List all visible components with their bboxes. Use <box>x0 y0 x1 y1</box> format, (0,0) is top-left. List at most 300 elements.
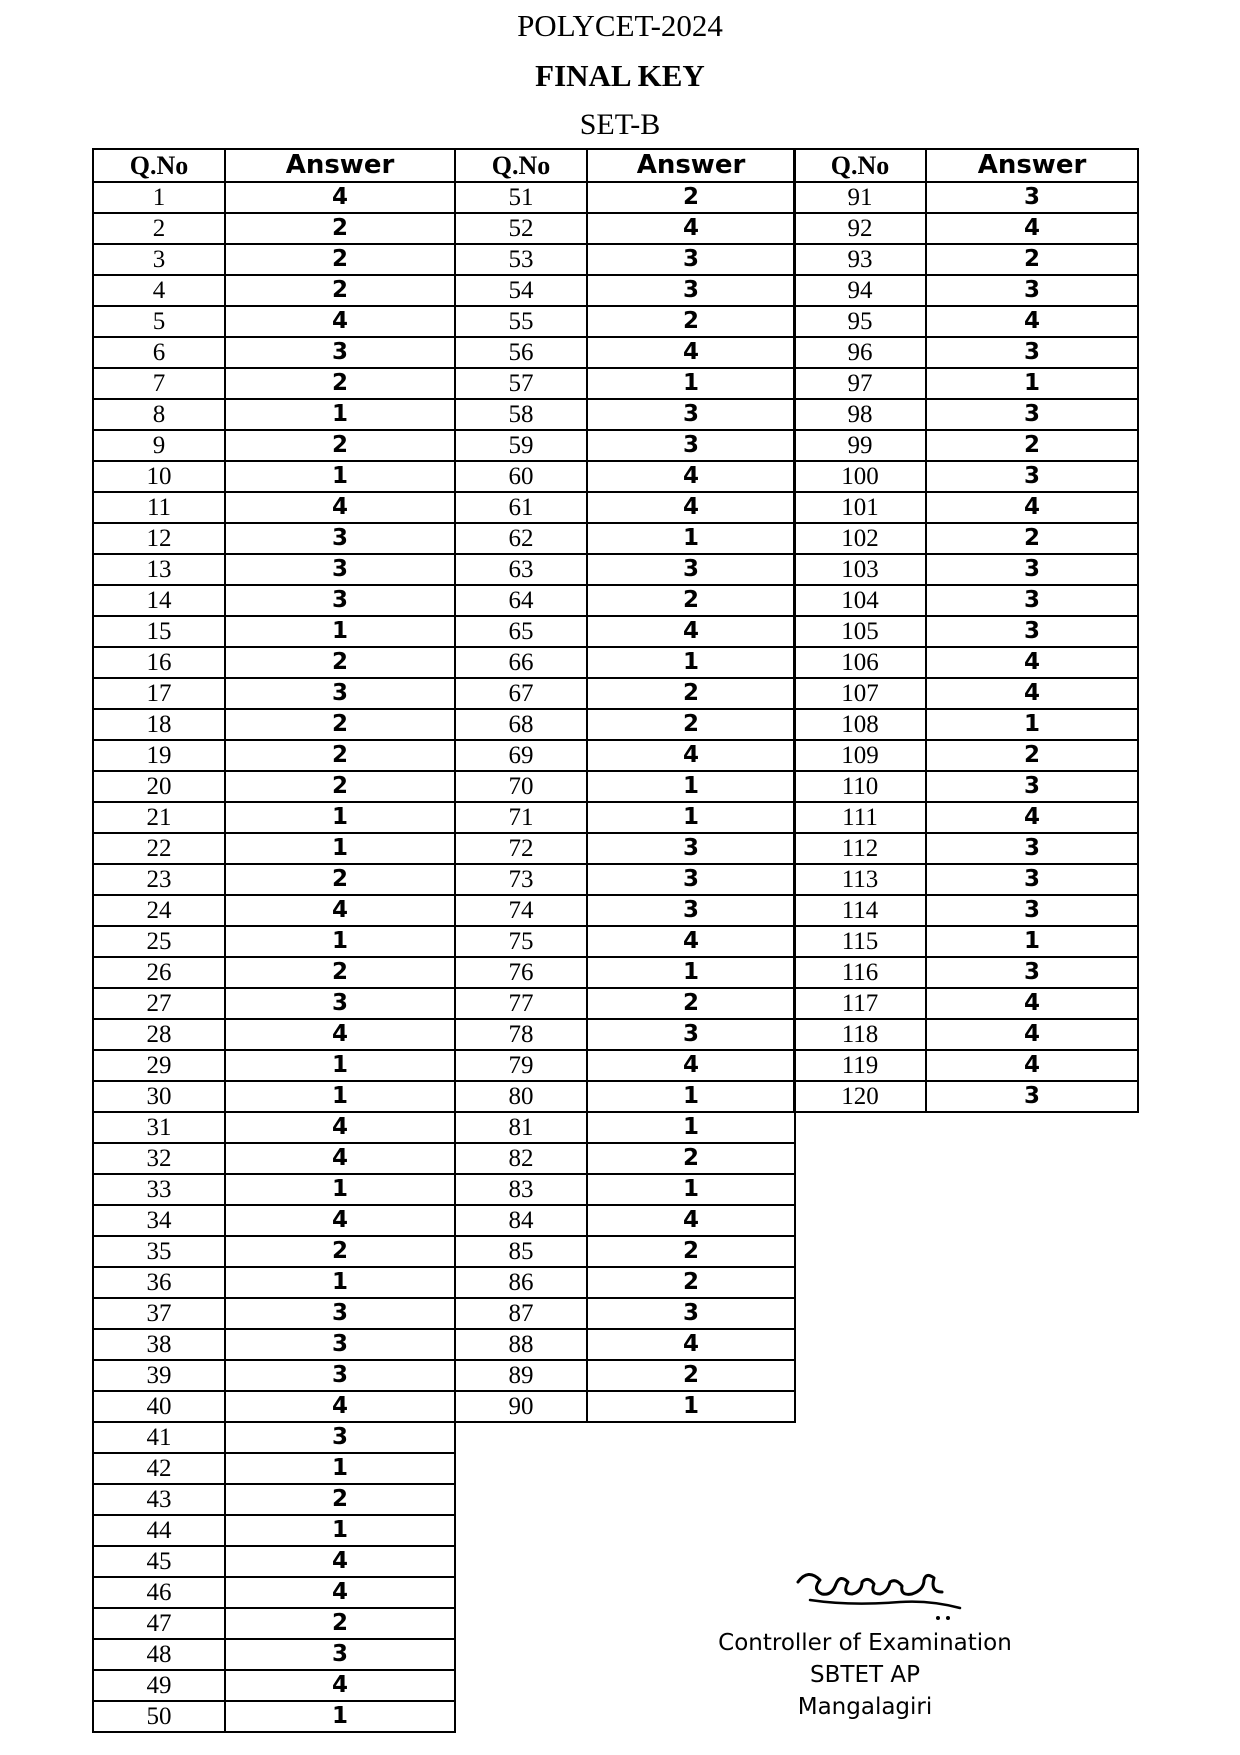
question-number: 81 <box>455 1112 587 1143</box>
answer-value: 4 <box>225 1112 455 1143</box>
table-row <box>93 1701 455 1732</box>
question-number: 18 <box>93 709 225 740</box>
table-row <box>455 678 795 709</box>
table-row <box>455 182 795 213</box>
question-number: 69 <box>455 740 587 771</box>
answer-value: 2 <box>587 1236 795 1267</box>
table-row <box>455 833 795 864</box>
answer-value: 2 <box>587 678 795 709</box>
question-number: 91 <box>794 182 926 213</box>
question-number: 29 <box>93 1050 225 1081</box>
signature-image <box>790 1560 980 1626</box>
table-row <box>794 1050 1138 1081</box>
table-row <box>455 1174 795 1205</box>
answer-value: 2 <box>225 275 455 306</box>
answer-value: 4 <box>926 492 1138 523</box>
question-number: 13 <box>93 554 225 585</box>
question-number: 105 <box>794 616 926 647</box>
question-number: 85 <box>455 1236 587 1267</box>
answer-value: 2 <box>225 430 455 461</box>
question-number: 31 <box>93 1112 225 1143</box>
answer-value: 3 <box>587 864 795 895</box>
question-number: 17 <box>93 678 225 709</box>
table-row <box>93 1298 455 1329</box>
table-row <box>455 864 795 895</box>
table-row <box>93 1360 455 1391</box>
answer-value: 1 <box>225 1081 455 1112</box>
answer-value: 3 <box>587 275 795 306</box>
answer-value: 4 <box>587 616 795 647</box>
question-number: 114 <box>794 895 926 926</box>
question-number: 112 <box>794 833 926 864</box>
table-row <box>93 461 455 492</box>
table-row <box>455 740 795 771</box>
answer-value: 2 <box>587 1360 795 1391</box>
table-row <box>93 864 455 895</box>
question-number: 84 <box>455 1205 587 1236</box>
table-row <box>455 1298 795 1329</box>
table-row <box>93 988 455 1019</box>
answer-value: 3 <box>587 399 795 430</box>
question-number: 45 <box>93 1546 225 1577</box>
table-row <box>455 1019 795 1050</box>
question-number: 8 <box>93 399 225 430</box>
signatory-location: Mangalagiri <box>797 1694 933 1720</box>
table-row <box>794 213 1138 244</box>
question-number: 49 <box>93 1670 225 1701</box>
answer-value: 4 <box>225 1546 455 1577</box>
table-row <box>455 492 795 523</box>
question-number: 119 <box>794 1050 926 1081</box>
table-row <box>455 1391 795 1422</box>
question-number: 120 <box>794 1081 926 1112</box>
question-number: 26 <box>93 957 225 988</box>
table-row <box>455 1236 795 1267</box>
table-row <box>455 771 795 802</box>
answer-value: 1 <box>587 1174 795 1205</box>
table-row <box>794 740 1138 771</box>
answer-value: 2 <box>225 709 455 740</box>
question-number: 23 <box>93 864 225 895</box>
table-row <box>455 306 795 337</box>
answer-value: 1 <box>587 957 795 988</box>
answer-value: 1 <box>587 802 795 833</box>
table-row <box>93 740 455 771</box>
table-row <box>93 1329 455 1360</box>
table-row <box>93 1453 455 1484</box>
qno-header: Q.No <box>794 149 926 182</box>
table-row <box>794 585 1138 616</box>
answer-value: 3 <box>587 1019 795 1050</box>
answer-value: 1 <box>225 1701 455 1732</box>
answer-value: 2 <box>587 988 795 1019</box>
question-number: 15 <box>93 616 225 647</box>
question-number: 3 <box>93 244 225 275</box>
answer-value: 2 <box>587 306 795 337</box>
answer-value: 3 <box>225 988 455 1019</box>
question-number: 56 <box>455 337 587 368</box>
answer-value: 4 <box>926 1019 1138 1050</box>
answer-value: 1 <box>225 926 455 957</box>
question-number: 97 <box>794 368 926 399</box>
table-row <box>794 244 1138 275</box>
table-row <box>93 337 455 368</box>
table-row <box>455 430 795 461</box>
answer-value: 4 <box>926 802 1138 833</box>
question-number: 59 <box>455 430 587 461</box>
table-row <box>93 306 455 337</box>
answer-value: 2 <box>225 1484 455 1515</box>
table-row <box>455 523 795 554</box>
answer-value: 1 <box>225 802 455 833</box>
table-row <box>93 1422 455 1453</box>
table-row <box>794 988 1138 1019</box>
table-row <box>455 368 795 399</box>
question-number: 98 <box>794 399 926 430</box>
answer-value: 2 <box>587 585 795 616</box>
answer-value: 3 <box>587 430 795 461</box>
table-row <box>455 802 795 833</box>
qno-header: Q.No <box>93 149 225 182</box>
question-number: 37 <box>93 1298 225 1329</box>
question-number: 113 <box>794 864 926 895</box>
table-row <box>794 678 1138 709</box>
answer-value: 2 <box>225 244 455 275</box>
exam-title: POLYCET-2024 <box>517 8 723 43</box>
question-number: 53 <box>455 244 587 275</box>
table-row <box>93 1515 455 1546</box>
table-row <box>455 895 795 926</box>
question-number: 5 <box>93 306 225 337</box>
question-number: 57 <box>455 368 587 399</box>
answer-value: 1 <box>926 368 1138 399</box>
answer-value: 3 <box>926 461 1138 492</box>
table-row <box>794 461 1138 492</box>
question-number: 115 <box>794 926 926 957</box>
table-row <box>93 1081 455 1112</box>
question-number: 50 <box>93 1701 225 1732</box>
question-number: 68 <box>455 709 587 740</box>
answer-value: 2 <box>926 523 1138 554</box>
answer-value: 1 <box>225 1515 455 1546</box>
answer-value: 1 <box>926 926 1138 957</box>
key-title: FINAL KEY <box>535 58 705 93</box>
question-number: 76 <box>455 957 587 988</box>
signatory-organization: SBTET AP <box>810 1662 920 1688</box>
table-row <box>794 616 1138 647</box>
answer-value: 3 <box>225 585 455 616</box>
table-row <box>455 709 795 740</box>
question-number: 33 <box>93 1174 225 1205</box>
question-number: 99 <box>794 430 926 461</box>
question-number: 55 <box>455 306 587 337</box>
answer-value: 3 <box>926 182 1138 213</box>
table-row <box>455 1081 795 1112</box>
table-row <box>93 709 455 740</box>
question-number: 96 <box>794 337 926 368</box>
answer-value: 3 <box>587 833 795 864</box>
table-row <box>93 275 455 306</box>
table-row <box>455 399 795 430</box>
answer-value: 3 <box>587 1298 795 1329</box>
question-number: 32 <box>93 1143 225 1174</box>
question-number: 80 <box>455 1081 587 1112</box>
table-row <box>455 1267 795 1298</box>
answer-value: 2 <box>926 430 1138 461</box>
answer-value: 2 <box>225 1608 455 1639</box>
answer-value: 3 <box>225 1639 455 1670</box>
question-number: 38 <box>93 1329 225 1360</box>
question-number: 86 <box>455 1267 587 1298</box>
question-number: 4 <box>93 275 225 306</box>
answer-value: 4 <box>225 306 455 337</box>
question-number: 1 <box>93 182 225 213</box>
answer-key-table-2 <box>454 148 796 1423</box>
table-row <box>794 895 1138 926</box>
question-number: 106 <box>794 647 926 678</box>
table-row <box>93 926 455 957</box>
table-row <box>93 647 455 678</box>
answer-value: 2 <box>225 864 455 895</box>
answer-value: 4 <box>587 1050 795 1081</box>
answer-value: 1 <box>225 1453 455 1484</box>
question-number: 71 <box>455 802 587 833</box>
answer-value: 3 <box>225 1422 455 1453</box>
answer-value: 1 <box>926 709 1138 740</box>
table-row <box>93 492 455 523</box>
answer-value: 2 <box>926 740 1138 771</box>
answer-value: 4 <box>225 1670 455 1701</box>
question-number: 102 <box>794 523 926 554</box>
answer-value: 2 <box>225 740 455 771</box>
answer-value: 3 <box>926 864 1138 895</box>
answer-value: 3 <box>926 1081 1138 1112</box>
question-number: 92 <box>794 213 926 244</box>
answer-value: 2 <box>587 1143 795 1174</box>
answer-value: 4 <box>587 1205 795 1236</box>
question-number: 24 <box>93 895 225 926</box>
answer-value: 2 <box>587 1267 795 1298</box>
question-number: 41 <box>93 1422 225 1453</box>
table-row <box>794 926 1138 957</box>
table-row <box>455 337 795 368</box>
answer-value: 4 <box>587 213 795 244</box>
question-number: 74 <box>455 895 587 926</box>
question-number: 87 <box>455 1298 587 1329</box>
question-number: 42 <box>93 1453 225 1484</box>
question-number: 70 <box>455 771 587 802</box>
table-row <box>455 585 795 616</box>
answer-value: 2 <box>225 771 455 802</box>
answer-value: 1 <box>587 1112 795 1143</box>
question-number: 39 <box>93 1360 225 1391</box>
table-row <box>794 182 1138 213</box>
table-row <box>455 275 795 306</box>
question-number: 27 <box>93 988 225 1019</box>
answer-value: 1 <box>225 1050 455 1081</box>
answer-value: 3 <box>926 585 1138 616</box>
table-row <box>93 182 455 213</box>
question-number: 14 <box>93 585 225 616</box>
question-number: 104 <box>794 585 926 616</box>
answer-value: 2 <box>225 368 455 399</box>
question-number: 22 <box>93 833 225 864</box>
answer-value: 3 <box>926 957 1138 988</box>
question-number: 116 <box>794 957 926 988</box>
answer-value: 2 <box>587 182 795 213</box>
qno-header: Q.No <box>455 149 587 182</box>
answer-value: 3 <box>926 895 1138 926</box>
table-row <box>455 1329 795 1360</box>
answer-value: 3 <box>225 1329 455 1360</box>
table-row <box>93 771 455 802</box>
answer-value: 4 <box>225 182 455 213</box>
question-number: 61 <box>455 492 587 523</box>
answer-value: 1 <box>225 1174 455 1205</box>
answer-value: 2 <box>225 647 455 678</box>
question-number: 107 <box>794 678 926 709</box>
question-number: 89 <box>455 1360 587 1391</box>
answer-value: 3 <box>225 337 455 368</box>
question-number: 40 <box>93 1391 225 1422</box>
answer-value: 1 <box>225 1267 455 1298</box>
answer-value: 2 <box>225 1236 455 1267</box>
question-number: 101 <box>794 492 926 523</box>
question-number: 111 <box>794 802 926 833</box>
question-number: 88 <box>455 1329 587 1360</box>
question-number: 20 <box>93 771 225 802</box>
answer-value: 2 <box>926 244 1138 275</box>
table-row <box>455 1112 795 1143</box>
answer-value: 1 <box>225 616 455 647</box>
answer-value: 3 <box>225 554 455 585</box>
table-row <box>794 275 1138 306</box>
table-row <box>93 1174 455 1205</box>
answer-value: 1 <box>587 647 795 678</box>
answer-value: 1 <box>225 399 455 430</box>
question-number: 77 <box>455 988 587 1019</box>
question-number: 21 <box>93 802 225 833</box>
table-row <box>794 771 1138 802</box>
table-row <box>93 678 455 709</box>
answer-value: 4 <box>587 926 795 957</box>
table-row <box>93 1670 455 1701</box>
table-row <box>794 864 1138 895</box>
answer-value: 4 <box>587 492 795 523</box>
table-row <box>794 492 1138 523</box>
table-row <box>93 1391 455 1422</box>
table-row <box>794 399 1138 430</box>
question-number: 72 <box>455 833 587 864</box>
question-number: 44 <box>93 1515 225 1546</box>
question-number: 64 <box>455 585 587 616</box>
answer-value: 2 <box>225 213 455 244</box>
question-number: 12 <box>93 523 225 554</box>
table-row <box>794 647 1138 678</box>
question-number: 43 <box>93 1484 225 1515</box>
answer-value: 3 <box>225 523 455 554</box>
question-number: 2 <box>93 213 225 244</box>
answer-value: 4 <box>926 213 1138 244</box>
table-row <box>93 1577 455 1608</box>
answer-header: Answer <box>587 149 795 182</box>
question-number: 108 <box>794 709 926 740</box>
answer-header: Answer <box>225 149 455 182</box>
question-number: 118 <box>794 1019 926 1050</box>
answer-header: Answer <box>926 149 1138 182</box>
answer-value: 3 <box>225 1360 455 1391</box>
question-number: 34 <box>93 1205 225 1236</box>
question-number: 103 <box>794 554 926 585</box>
question-number: 7 <box>93 368 225 399</box>
table-row <box>93 1019 455 1050</box>
table-row <box>794 709 1138 740</box>
table-row <box>93 616 455 647</box>
question-number: 93 <box>794 244 926 275</box>
table-row <box>93 1267 455 1298</box>
answer-value: 4 <box>225 1577 455 1608</box>
question-number: 100 <box>794 461 926 492</box>
question-number: 52 <box>455 213 587 244</box>
table-row <box>455 213 795 244</box>
question-number: 46 <box>93 1577 225 1608</box>
table-row <box>794 802 1138 833</box>
question-number: 117 <box>794 988 926 1019</box>
table-row <box>794 368 1138 399</box>
question-number: 36 <box>93 1267 225 1298</box>
answer-value: 1 <box>225 833 455 864</box>
table-row <box>93 1639 455 1670</box>
question-number: 79 <box>455 1050 587 1081</box>
table-row <box>455 926 795 957</box>
answer-value: 2 <box>587 709 795 740</box>
table-row <box>93 1205 455 1236</box>
question-number: 82 <box>455 1143 587 1174</box>
question-number: 58 <box>455 399 587 430</box>
question-number: 30 <box>93 1081 225 1112</box>
table-row <box>455 1360 795 1391</box>
question-number: 67 <box>455 678 587 709</box>
question-number: 16 <box>93 647 225 678</box>
question-number: 65 <box>455 616 587 647</box>
answer-key-table-3 <box>793 148 1139 1113</box>
question-number: 110 <box>794 771 926 802</box>
answer-value: 3 <box>587 895 795 926</box>
question-number: 9 <box>93 430 225 461</box>
table-row <box>93 1484 455 1515</box>
table-row <box>93 1546 455 1577</box>
table-row <box>794 430 1138 461</box>
answer-value: 4 <box>587 337 795 368</box>
table-row <box>93 1112 455 1143</box>
answer-key-table-1 <box>92 148 456 1733</box>
question-number: 48 <box>93 1639 225 1670</box>
question-number: 63 <box>455 554 587 585</box>
table-row <box>794 957 1138 988</box>
table-row <box>794 523 1138 554</box>
table-row <box>93 895 455 926</box>
question-number: 90 <box>455 1391 587 1422</box>
table-row <box>93 399 455 430</box>
table-row <box>93 554 455 585</box>
answer-value: 3 <box>926 337 1138 368</box>
question-number: 83 <box>455 1174 587 1205</box>
table-row <box>455 554 795 585</box>
table-row <box>455 647 795 678</box>
answer-value: 4 <box>926 1050 1138 1081</box>
answer-value: 3 <box>587 244 795 275</box>
answer-value: 4 <box>225 1391 455 1422</box>
